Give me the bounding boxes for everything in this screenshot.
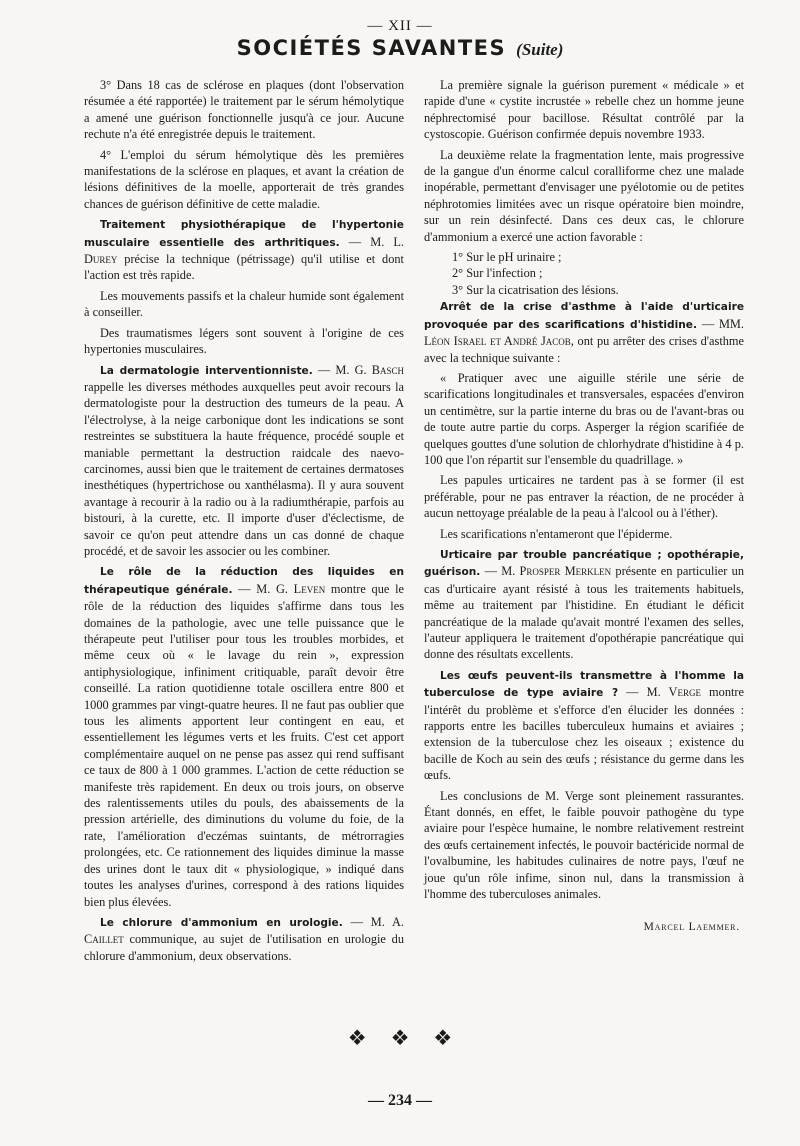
section-subtitle: (Suite) [516, 40, 564, 59]
section-heading: Les œufs peuvent-ils transmettre à l'homme la tuberculose de type aviaire ? [424, 669, 744, 700]
paragraph: La deuxième relate la fragmentation lente, mais progressive de la gangue d'un énorme calcul coralliforme chez une malade inopérable, permettant d'envisager une pyélotomie ou de petites néphrotomies limitées avec un risque opératoire bien moindre, sur un rein désinfecté. Dans ces deux cas, le chlorure d'ammonium a exercé une action favorable : [424, 147, 744, 244]
section-title [0, 36, 800, 60]
paragraph: Les papules urticaires ne tardent pas à se former (il est préférable, pour ne pas entraver la réaction, de ne procéder à aucun nettoyage préalable de la peau à l'alcool ou à l'éther). [424, 473, 744, 521]
paragraph: 3° Dans 18 cas de sclérose en plaques (dont l'observation résumée a été rapportée) le traitement par le sérum hémolytique a amené une guérison fonctionnelle jusqu'à ce jour. Aucune rechute n'a été enregistrée depuis le traitement. [84, 78, 404, 142]
section-heading: Arrêt de la crise d'asthme à l'aide d'urticaire provoquée par des scarifications d'histidine. [424, 301, 744, 331]
section-text: présente en particulier un cas d'urticaire ayant résisté à tous les traitements habituels, même au traitement par l'histidine. En étudiant le déficit pancréatique de la malade qu'avait montré l'examen des selles, l'auteur appliquera le traitement d'opothérapie pancréatique qui donne des résultats excellents. [424, 564, 744, 662]
article-columns [84, 77, 744, 968]
section-entry: La dermatologie interventionniste. — M. G. Basch rappelle les diverses méthodes auxquelles peut avoir recours la dermatologiste pour la destruction des tumeurs de la peau. A l'électrolyse, à la neige carbonique dont les indications se sont restreintes se substituera la haute fréquence, procédé souple et maniable permettant la destruction raidcale des naevo-carcinomes, aussi bien que le traitement de certaines dermatoses inesthétiques (hypertrichose ou xanthélasma). Il y aura souvent avantage à recourir à la radio ou à la radiumthérapie, parfois au bistouri, à la curette, etc. Il importe d'user d'éclectisme, de savoir ce qu'on peut attendre dans un cas donné de chaque procédé, et de savoir les associer ou les combiner. [84, 362, 405, 558]
author-name: M. L. Durey [84, 234, 405, 267]
section-entry: Le rôle de la réduction des liquides en thérapeutique générale. — M. G. Leven montre que le rôle de la réduction des liquides s'affirme dans tous les domaines de la pathologie, avec une telle puissance que le thérapeute peut l'utiliser pour tous les troubles morbides, et même ceux où « le lavage du rein », expression antiphysiologique, infiniment critiquable, paraît devoir être conseillé. La ration quotidienne totale oscillera entre 800 et 1000 grammes par vingt-quatre heures. Il ne faut pas oublier que tous les aliments apportent leur contingent en eau, et essentiellement les légumes verts et les fruits. C'est cet apport complémentaire auquel on ne pense pas assez qui rend suffisant ce taux de 800 à 1 000 grammes. L'action de cette réduction se manifeste très rapidement. En deux ou trois jours, on observe des ralentissements utiles du pouls, des abaissements de la pression artérielle, des diminutions du volume du foie, de la rate, l'amélioration d'eczémas suintants, de métrorragies prolongées, etc. Ce rationnement des liquides diminue la masse des urines dont le taux dit « physiologique, » indiqué dans toutes les analyses d'urines, correspond à des rations liquides bien plus élevées. [84, 566, 404, 909]
ornament-icon: ❖ [347, 1026, 367, 1050]
list-item: 3° Sur la cicatrisation des lésions. [452, 282, 619, 297]
section-title-text: SOCIÉTÉS SAVANTES [236, 36, 507, 60]
section-entry: Le chlorure d'ammonium en urologie. — M. A. Caillet communique, au sujet de l'utilisation en urologie du chlorure d'ammonium, deux observations. [84, 914, 404, 963]
section-text: rappelle les diverses méthodes auxquelles peut avoir recours la dermatologiste pour la destruction des tumeurs de la peau. A l'électrolyse, à la neige carbonique dont les indications se sont restreintes se substituera la haute fréquence, procédé souple et maniable permettant la destruction raidcale des naevo-carcinomes, aussi bien que le traitement de certaines dermatoses inesthétiques (hypertrichose ou xanthélasma). Il y aura souvent avantage à recourir à la radio ou à la radiumthérapie, parfois au bistouri, à la curette, etc. Il importe d'user d'éclectisme, de savoir ce qu'on peut attendre dans un cas donné de chaque procédé, et de savoir les associer ou les combiner. [84, 379, 404, 558]
list-item: 1° Sur le pH urinaire ; [452, 250, 562, 265]
signature: Marcel Laemmer. [643, 920, 740, 933]
ornament-divider [0, 1026, 800, 1051]
left-column [84, 77, 404, 968]
author-name: M. A. Caillet [84, 914, 404, 947]
section-text: communique, au sujet de l'utilisation en urologie du chlorure d'ammonium, deux observations. [84, 932, 404, 963]
paragraph: Les scarifications n'entameront que l'épiderme. [440, 526, 673, 541]
section-heading: Le chlorure d'ammonium en urologie. [100, 916, 343, 929]
paragraph: Des traumatismes légers sont souvent à l'origine de ces hypertonies musculaires. [84, 325, 404, 357]
section-entry: Les œufs peuvent-ils transmettre à l'homme la tuberculose de type aviaire ? — M. Verge montre l'intérêt du problème et s'efforce d'en élucider les données : rapports entre les bacilles tuberculeux humains et aviaires ; extension de la tuberculose chez les oiseaux ; existence du bacille de Koch au sein des œufs ; résistance du germe dans les œufs. [424, 669, 745, 783]
section-heading: Traitement physiothérapique de l'hypertonie musculaire essentielle des arthritiques. [84, 219, 404, 249]
section-text: précise la technique (pétrissage) qu'il utilise et dont l'action est très rapide. [84, 252, 404, 283]
ornament-icon: ❖ [390, 1026, 410, 1050]
author-name: M. G. Leven [256, 581, 326, 596]
section-text: ont pu arrêter des crises d'asthme avec la technique suivante : [424, 334, 744, 365]
right-column [424, 77, 744, 968]
quotation: « Pratiquer avec une aiguille stérile une série de scarifications longitudinales et transversales, espacées d'environ un centimètre, sur la partie interne du bras ou de l'avant-bras ou de toute autre partie du corps. Asperger la région scarifiée de quelques gouttes d'une solution de chlorhydrate d'histidine à 4 p. 100 que l'on répartit sur l'ensemble du quadrillage. » [424, 370, 744, 467]
paragraph: 4° L'emploi du sérum hémolytique dès les premières manifestations de la sclérose en plaques, et avant la création de lésions définitives de la moelle, apporterait de très grandes chances de guérison définitive de cette maladie. [84, 147, 404, 211]
paragraph: La première signale la guérison purement « médicale » et rapide d'une « cystite incrustée » rebelle chez un homme jeune néphrectomisé pour bacillose. Résultat contrôlé par la cystoscopie. Guérison confirmée depuis novembre 1933. [424, 78, 744, 142]
section-text: montre l'intérêt du problème et s'efforce d'en élucider les données : rapports entre les bacilles tuberculeux humains et aviaires ; extension de la tuberculose chez les oiseaux ; existence du bacille de Koch au sein des œufs ; résistance du germe dans les œufs. [424, 685, 745, 783]
page-number: — 234 — [368, 1092, 432, 1109]
section-text: montre que le rôle de la réduction des liquides s'affirme dans tous les domaines de la pathologie, avec une telle puissance que le thérapeute peut l'utiliser pour tous les troubles morbides, et même ceux où « le lavage du rein », expression antiphysiologique, infiniment critiquable, paraît devoir être conseillé. La ration quotidienne totale oscillera entre 800 et 1000 grammes par vingt-quatre heures. Il ne faut pas oublier que tous les aliments apportent leur contingent en eau, et essentiellement les légumes verts et les fruits. C'est cet apport complémentaire auquel on ne pense pas assez qui rend suffisant ce taux de 800 à 1 000 grammes. L'action de cette réduction se manifeste très rapidement. En deux ou trois jours, on observe des ralentissements utiles du pouls, des abaissements de la pression artérielle, des diminutions du volume du foie, de la rate, l'amélioration d'eczémas suintants, de métrorragies prolongées, etc. Ce rationnement des liquides diminue la masse des urines dont le taux dit « physiologique, » indiqué dans toutes les analyses d'urines, correspond à des rations liquides bien plus élevées. [84, 581, 404, 909]
section-entry: Arrêt de la crise d'asthme à l'aide d'urticaire provoquée par des scarifications d'histidine. — MM. Léon Israel et André Jacob, ont pu arrêter des crises d'asthme avec la technique suivante : [424, 301, 744, 365]
section-heading: Urticaire par trouble pancréatique ; opothérapie, guérison. [424, 548, 744, 579]
page-marker: — XII — [367, 18, 433, 34]
ornament-icon: ❖ [433, 1026, 453, 1050]
list-item: 2° Sur l'infection ; [452, 266, 543, 281]
author-name: MM. Léon Israel et André Jacob, [424, 316, 744, 349]
author-name: M. Verge [646, 685, 701, 700]
paragraph: Les conclusions de M. Verge sont pleinement rassurantes. Étant donnés, en effet, le faible pouvoir pathogène du type aviaire pour l'espèce humaine, le nombre relativement restreint des œufs certainement infectés, le pouvoir bactéricide normal de l'ovalbumine, les habitudes culinaires de notre pays, l'œuf ne joue qu'un rôle infime, sinon nul, dans la transmission à l'homme des tuberculoses animales. [424, 788, 744, 902]
section-entry: Urticaire par trouble pancréatique ; opothérapie, guérison. — M. Prosper Merklen présente en particulier un cas d'urticaire ayant résisté à tous les traitements habituels, même au traitement par l'histidine. En étudiant le déficit pancréatique de la malade qu'avait montré l'examen des selles, l'auteur appliquera le traitement d'opothérapie pancréatique qui donne des résultats excellents. [424, 548, 744, 662]
section-heading: La dermatologie interventionniste. [100, 364, 313, 377]
author-name: M. G. Basch [335, 362, 405, 377]
section-entry: Traitement physiothérapique de l'hypertonie musculaire essentielle des arthritiques. — M. L. Durey précise la technique (pétrissage) qu'il utilise et dont l'action est très rapide. [84, 219, 405, 283]
paragraph: Les mouvements passifs et la chaleur humide sont également à conseiller. [84, 288, 404, 320]
author-name: M. Prosper Merklen [501, 564, 612, 579]
section-heading: Le rôle de la réduction des liquides en thérapeutique générale. [84, 566, 404, 596]
